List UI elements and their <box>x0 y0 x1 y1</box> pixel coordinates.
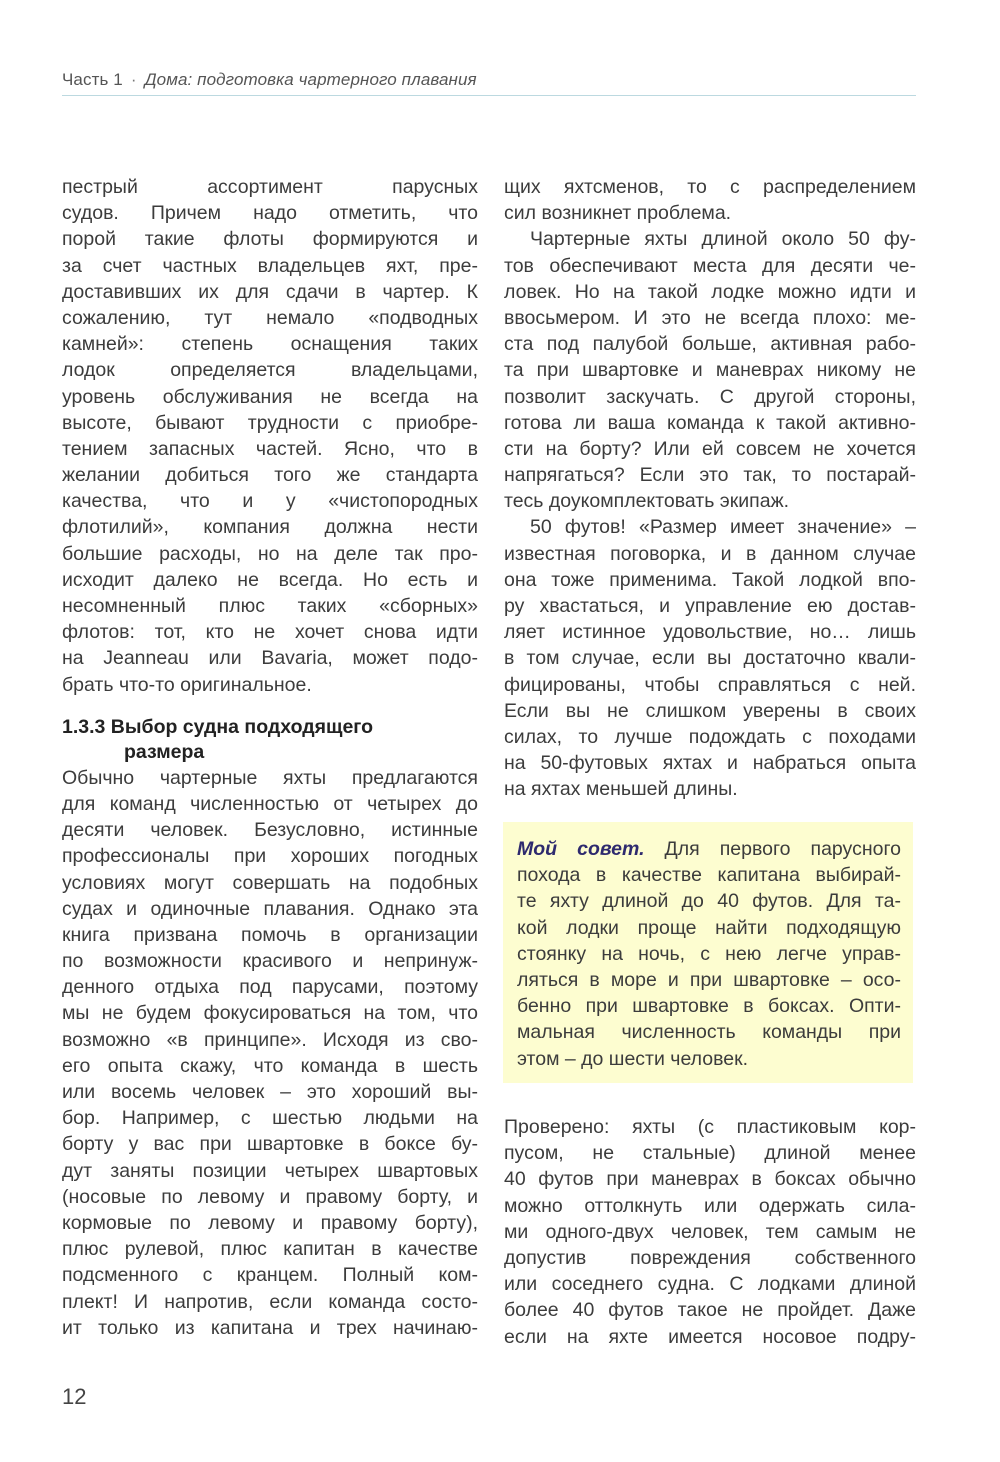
separator: · <box>130 70 137 89</box>
text-line: профессионалы при хороших погодных <box>62 845 478 868</box>
header-rule <box>62 95 916 96</box>
text-line: камней»: степень оснащения таких <box>62 333 478 356</box>
text-line: допустив повреждения собственного <box>504 1246 916 1269</box>
text-line: дут заняты позиции четырех швартовых <box>62 1159 478 1182</box>
paragraph-tested <box>504 1114 916 1350</box>
text-line: исходит далеко не всегда. Но есть и <box>62 568 478 591</box>
text-line: мальная численность команды при <box>517 1021 901 1044</box>
text-line: сил возникнет проблема. <box>504 202 732 225</box>
text-line: те яхту длиной до 40 футов. Для та- <box>517 890 901 913</box>
text-line: условиях могут совершать на подобных <box>62 871 478 894</box>
text-line: для команд численностью от четырех до <box>62 792 478 815</box>
text-line: судов. Причем надо отметить, что <box>62 202 478 225</box>
text-line: в том случае, если вы достаточно квали- <box>504 647 916 670</box>
text-line: та при швартовке и маневрах никому не <box>504 359 916 382</box>
text-line: за счет частных владельцев яхт, пре- <box>62 254 478 277</box>
text-line: флотилий», компания должна нести <box>62 516 478 539</box>
paragraph-size-matters <box>504 514 916 802</box>
text-line: ру хвастаться, и управление ею достав- <box>504 595 916 617</box>
text-line: на 50-футовых яхтах и набраться опыта <box>504 752 916 775</box>
text-line: порой такие флоты формируются и <box>62 228 478 251</box>
text-line: сожалению, тут немало «подводных <box>62 306 478 329</box>
text-line: пестрый ассортимент парусных <box>62 176 478 198</box>
text-line: десяти человек. Безусловно, истинные <box>62 819 478 842</box>
text-line: доставивших их для сдачи в чартер. К <box>62 280 478 303</box>
text-line: борту у вас при швартовке в боксе бу- <box>62 1133 478 1156</box>
text-line: 40 футов при маневрах в боксах обычно <box>504 1168 916 1191</box>
text-line: возможно «в принципе». Исходя из сво- <box>62 1028 478 1051</box>
page-number: 12 <box>62 1384 87 1409</box>
text-line: тесь доукомплектовать экипаж. <box>504 490 790 513</box>
text-line: на Jeanneau или Bavaria, может подо- <box>62 647 478 670</box>
running-head <box>62 70 916 90</box>
text-line: 50 футов! «Размер имеет значение» – <box>530 516 916 539</box>
text-line: позволит заскучать. С другой стороны, <box>504 385 916 408</box>
text-line: лодок определяется владельцами, <box>62 359 478 382</box>
text-line: если на яхте имеется носовое подру- <box>504 1325 916 1348</box>
text-line: Если вы не слишком уверены в своих <box>504 699 916 722</box>
right-column <box>504 174 916 803</box>
text-line: уровень обслуживания не всегда на <box>62 385 478 408</box>
chapter-title: Дома: подготовка чартерного плавания <box>144 70 477 89</box>
text-line: на яхтах меньшей длины. <box>504 778 738 801</box>
left-column <box>62 174 478 1341</box>
text-line: похода в качестве капитана выбирай- <box>517 864 901 887</box>
text-line: более 40 футов такое не пройдет. Даже <box>504 1299 916 1322</box>
text-line: ляет истинное удовольствие, но… лишь <box>504 621 916 644</box>
paragraph-fleets <box>62 174 478 698</box>
text-line: или восемь человек – это хороший вы- <box>62 1081 478 1103</box>
section-heading-line2: размера <box>124 740 205 763</box>
text-line: денного отдыха под парусами, поэтому <box>62 976 478 999</box>
text-line: большие расходы, но на деле так про- <box>62 542 478 565</box>
section-heading-line1: 1.3.3 Выбор судна подходящего <box>62 715 374 738</box>
text-line: ит только из капитана и трех начинаю- <box>62 1316 478 1339</box>
text-line: пусом, не стальные) длиной менее <box>504 1142 916 1165</box>
text-line: фицированы, чтобы справляться с ней. <box>504 673 916 696</box>
text-line: брать что-то оригинальное. <box>62 673 312 696</box>
text-line: судах и одиночные плавания. Однако эта <box>62 897 478 920</box>
paragraph-crew-size <box>62 765 478 1341</box>
tip-label: Мой совет. <box>517 838 645 860</box>
text-line: флотов: тот, кто не хочет снова идти <box>62 621 478 644</box>
text-line: (носовые по левому и правому борту, и <box>62 1185 478 1208</box>
tip-box <box>503 822 913 1083</box>
tip-first-line <box>517 836 901 862</box>
text-line: несомненный плюс таких «сборных» <box>62 595 478 617</box>
text-line: Обычно чартерные яхты предлагаются <box>62 766 478 789</box>
text-line: ловек. Но на такой лодке можно идти и <box>504 280 916 303</box>
text-line: Чартерные яхты длиной около 50 фу- <box>530 228 916 251</box>
text-line: ввосьмером. И это не всегда плохо: ме- <box>504 306 916 329</box>
text-line: ста под палубой больше, активная рабо- <box>504 333 916 356</box>
tip-content <box>517 836 901 1072</box>
text-line: тов обеспечивают места для десяти че- <box>504 254 916 277</box>
paragraph-50ft-yachts <box>504 226 916 514</box>
text-line: кой лодки проще найти подходящую <box>517 916 901 939</box>
part-label: Часть 1 <box>62 70 123 89</box>
text-line: стоянку на ночь, с нею легче управ- <box>517 942 901 965</box>
text-line: известная поговорка, и в данном случае <box>504 542 916 565</box>
text-line: силах, то лучше подождать с походами <box>504 725 916 748</box>
text-line: или соседнего судна. С лодками длиной <box>504 1273 916 1296</box>
text-line: бенно при швартовке в боксах. Опти- <box>517 995 901 1018</box>
text-line: качества, что и у «чистопородных <box>62 490 478 513</box>
text-line: кормовые по левому и правому борту), <box>62 1211 478 1234</box>
text-line: она тоже применима. Такой лодкой впо- <box>504 568 916 591</box>
text-line: напрягаться? Если это так, то постарай- <box>504 464 916 487</box>
text-line: книга призвана помочь в организации <box>62 923 478 946</box>
text-line: Проверено: яхты (с пластиковым кор- <box>504 1116 916 1138</box>
section-heading <box>62 715 478 765</box>
text-line: мы не будем фокусироваться на том, что <box>62 1002 478 1025</box>
text-line: щих яхтсменов, то с распределением <box>504 176 916 198</box>
text-line: высоте, бывают трудности с приобре- <box>62 411 478 434</box>
text-line: тением запасных частей. Ясно, что в <box>62 437 478 460</box>
text-line: бор. Например, с шестью людьми на <box>62 1107 478 1130</box>
text-line: по возможности красивого и непринуж- <box>62 950 478 973</box>
text-line: плект! И напротив, если команда состо- <box>62 1290 478 1313</box>
text-line: ми одного-двух человек, тем самым не <box>504 1220 916 1243</box>
text-line: его опыта скажу, что команда в шесть <box>62 1054 478 1077</box>
text-line: можно оттолкнуть или одержать сила- <box>504 1194 916 1217</box>
text-line: плюс рулевой, плюс капитан в качестве <box>62 1238 478 1261</box>
text-line: этом – до шести человек. <box>517 1047 749 1070</box>
text-line: желании добиться того же стандарта <box>62 464 478 487</box>
tip-first-line-text: Для первого парусного <box>644 838 901 860</box>
text-line: подсменного с кранцем. Полный ком- <box>62 1264 478 1287</box>
text-line: ляться в море и при швартовке – осо- <box>517 968 901 991</box>
paragraph-continuation <box>504 174 916 226</box>
text-line: сти на борту? Или ей совсем не хочется <box>504 437 916 460</box>
text-line: готова ли ваша команда к такой активно- <box>504 411 916 434</box>
